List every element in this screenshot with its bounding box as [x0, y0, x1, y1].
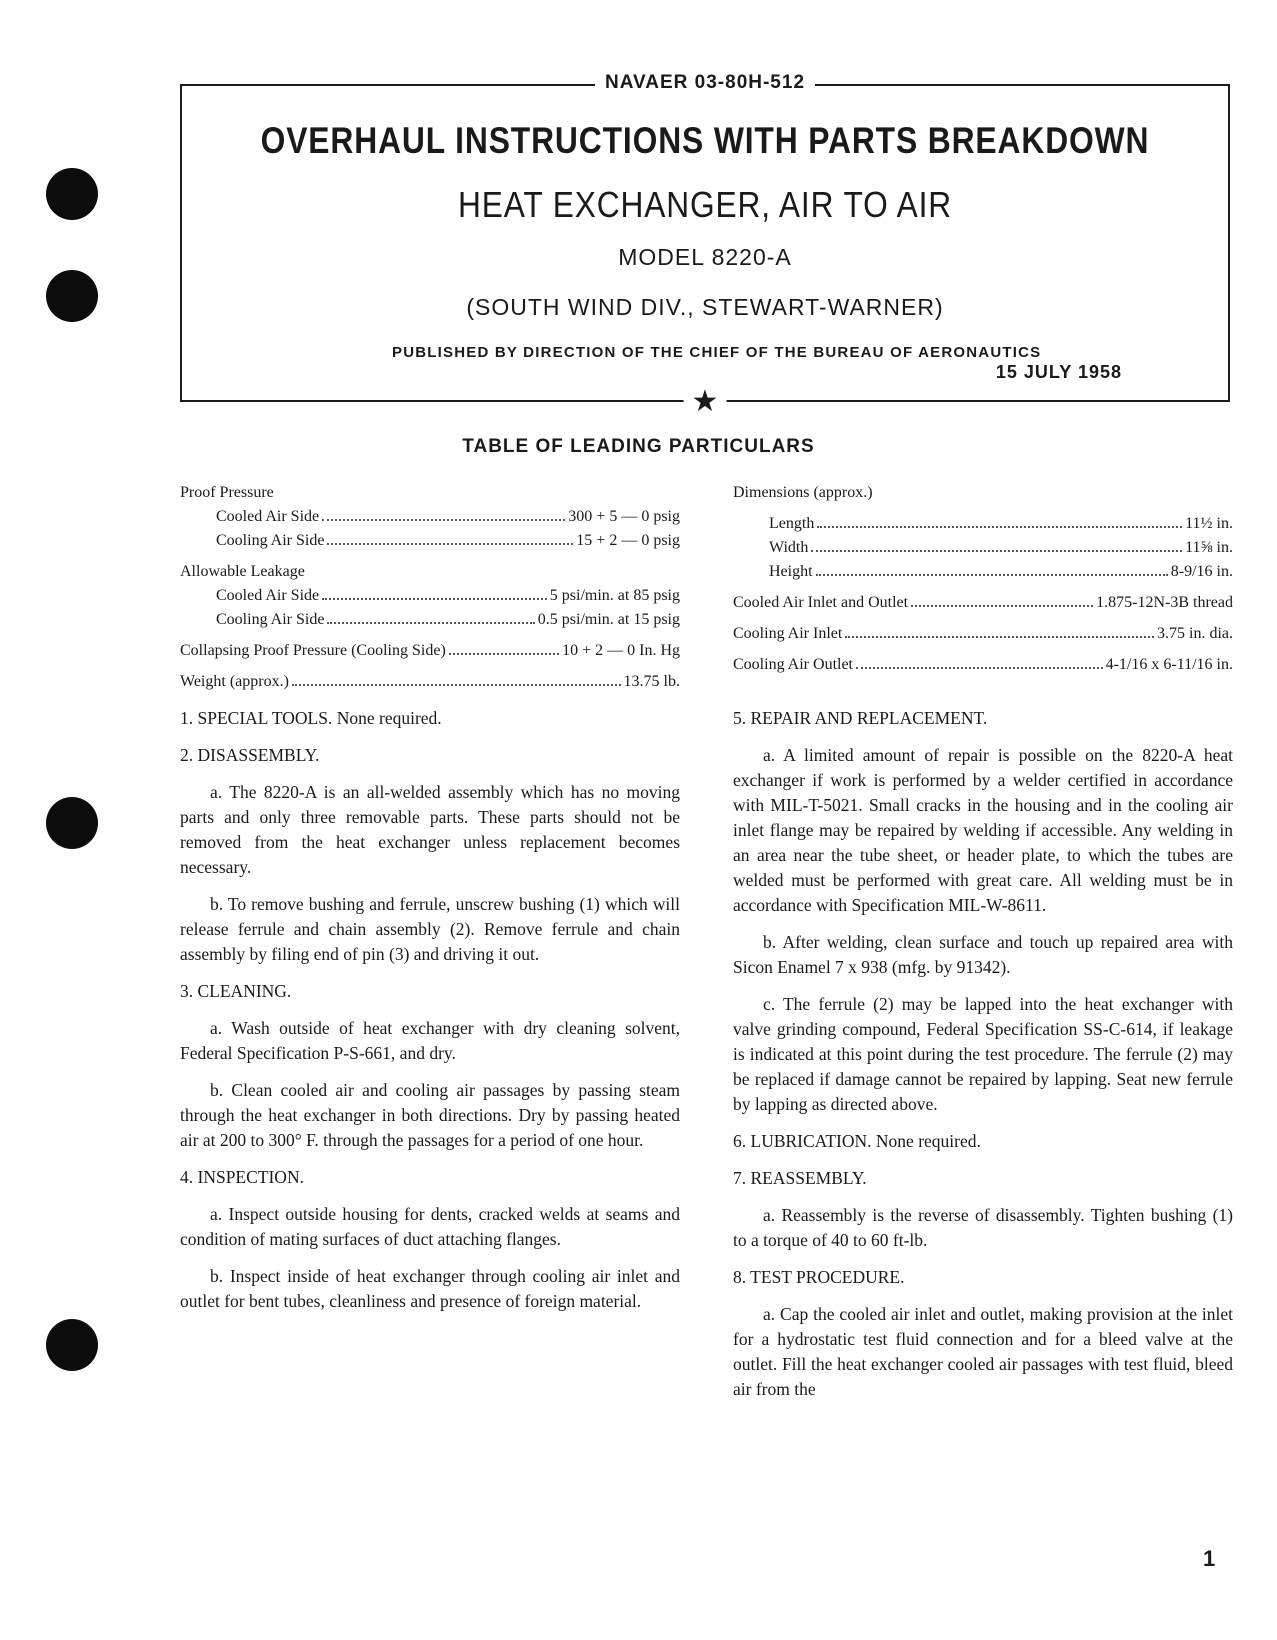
particular-label: Cooled Air Side	[216, 508, 320, 525]
particular-label: Collapsing Proof Pressure (Cooling Side)	[180, 642, 446, 659]
main-title: OVERHAUL INSTRUCTIONS WITH PARTS BREAKDOWN	[260, 120, 1150, 161]
particular-row	[180, 642, 680, 666]
model-line: MODEL 8220-A	[618, 244, 792, 270]
leader-dots	[816, 574, 1168, 576]
paragraph: b. Inspect inside of heat exchanger through cooling air inlet and outlet for bent tubes, cleanliness and presence of foreign material.	[180, 1266, 680, 1311]
leader-dots	[449, 653, 559, 655]
particular-row	[180, 508, 680, 532]
binder-hole	[46, 168, 98, 220]
particular-row	[733, 563, 1233, 587]
section-heading: 7. REASSEMBLY.	[733, 1168, 867, 1188]
leader-dots	[811, 550, 1182, 552]
leader-dots	[327, 543, 573, 545]
particulars-left	[180, 484, 680, 697]
section-heading: 4. INSPECTION.	[180, 1167, 304, 1187]
particular-label: Cooling Air Inlet	[733, 625, 843, 642]
particular-label: Width	[769, 539, 809, 556]
page-number: 1	[1203, 1546, 1216, 1571]
publication-date: 15 JULY 1958	[995, 362, 1122, 382]
particular-value: 4-1/16 x 6-11/16 in.	[1105, 656, 1233, 673]
particular-value: 3.75 in. dia.	[1157, 625, 1233, 642]
particular-value: 11½ in.	[1185, 515, 1233, 532]
paragraph: c. The ferrule (2) may be lapped into the heat exchanger with valve grinding compound, Federal Specification SS-C-614, if leakage is indicated at this point during the test procedure. The ferrule (2) may be replaced if damage cannot be repaired by lapping. Seat new ferrule by lapping as directed above.	[733, 994, 1233, 1114]
paragraph: b. After welding, clean surface and touch up repaired area with Sicon Enamel 7 x 938 (mfg. by 91342).	[733, 932, 1233, 977]
title-box	[180, 72, 1230, 419]
particular-value: 15 + 2 — 0 psig	[576, 532, 680, 549]
particular-value: 5 psi/min. at 85 psig	[549, 587, 680, 604]
particular-row	[180, 673, 680, 697]
particular-label: Cooling Air Side	[216, 532, 325, 549]
paragraph: a. Cap the cooled air inlet and outlet, making provision at the inlet for a hydrostatic test fluid connection and for a bleed valve at the outlet. Fill the heat exchanger cooled air passages with test fluid, bleed air from the	[733, 1304, 1233, 1399]
section-heading: 1. SPECIAL TOOLS. None required.	[180, 708, 442, 728]
particular-value: 300 + 5 — 0 psig	[568, 508, 680, 525]
binder-hole	[46, 1319, 98, 1371]
particular-value: 13.75 lb.	[623, 673, 680, 690]
particular-value: 11⅝ in.	[1185, 539, 1233, 556]
particular-label: Allowable Leakage	[180, 563, 305, 580]
paragraph: b. Clean cooled air and cooling air passages by passing steam through the heat exchanger in both directions. Dry by passing heated air at 200 to 300° F. through the passages for a period of one hour.	[180, 1080, 680, 1150]
particular-label: Weight (approx.)	[180, 673, 289, 690]
section-heading: 2. DISASSEMBLY.	[180, 745, 320, 765]
section-heading: 3. CLEANING.	[180, 981, 292, 1001]
particular-label: Height	[769, 563, 813, 580]
publication-authority: PUBLISHED BY DIRECTION OF THE CHIEF OF THE BUREAU OF AERONAUTICS	[392, 344, 1042, 361]
leader-dots	[322, 598, 547, 600]
paragraph: a. The 8220-A is an all-welded assembly which has no moving parts and only three removable parts. These parts should not be removed from the heat exchanger unless replacement becomes necessary.	[180, 782, 680, 877]
section-heading: 6. LUBRICATION. None required.	[733, 1131, 981, 1151]
particular-label: Cooled Air Inlet and Outlet	[733, 594, 909, 611]
paragraph: a. A limited amount of repair is possible on the 8220-A heat exchanger if work is performed by a welder certified in accordance with MIL-T-5021. Small cracks in the housing and in the cooling air inlet flange may be repaired by welding if accessible. Any welding in an area near the tube sheet, or header plate, to which the tubes are welded must be performed with great care. All welding must be in accordance with Specification MIL-W-8611.	[733, 745, 1233, 915]
particular-value: 0.5 psi/min. at 15 psig	[537, 611, 680, 628]
particular-row	[733, 484, 1233, 508]
particular-row	[180, 563, 680, 587]
document-number: NAVAER 03-80H-512	[595, 72, 815, 94]
particular-value: 10 + 2 — 0 In. Hg	[562, 642, 680, 659]
leader-dots	[817, 526, 1182, 528]
particular-row	[180, 611, 680, 635]
particular-label: Dimensions (approx.)	[733, 484, 873, 501]
particulars-right	[733, 484, 1233, 680]
particular-value: 8-9/16 in.	[1170, 563, 1233, 580]
leader-dots	[911, 605, 1093, 607]
paragraph: b. To remove bushing and ferrule, unscrew bushing (1) which will release ferrule and chain assembly (2). Remove ferrule and chain assembly by filing end of pin (3) and driving it out.	[180, 894, 680, 964]
table-heading: TABLE OF LEADING PARTICULARS	[462, 436, 815, 457]
particular-label: Cooled Air Side	[216, 587, 320, 604]
sub-title: HEAT EXCHANGER, AIR TO AIR	[457, 184, 953, 225]
particular-row	[180, 587, 680, 611]
binder-hole	[46, 797, 98, 849]
leader-dots	[856, 667, 1103, 669]
leader-dots	[292, 684, 621, 686]
particular-value: 1.875-12N-3B thread	[1096, 594, 1233, 611]
paragraph: a. Wash outside of heat exchanger with dry cleaning solvent, Federal Specification P-S-661, and dry.	[180, 1018, 680, 1063]
body-column-left	[180, 706, 680, 1326]
leader-dots	[322, 519, 565, 521]
particular-label: Length	[769, 515, 815, 532]
particular-row	[180, 532, 680, 556]
binder-hole	[46, 270, 98, 322]
particular-label: Proof Pressure	[180, 484, 274, 501]
particular-row	[733, 539, 1233, 563]
section-heading: 8. TEST PROCEDURE.	[733, 1267, 905, 1287]
paragraph: a. Reassembly is the reverse of disassembly. Tighten bushing (1) to a torque of 40 to 60 ft-lb.	[733, 1205, 1233, 1250]
particular-label: Cooling Air Side	[216, 611, 325, 628]
particular-row	[733, 656, 1233, 680]
leader-dots	[327, 622, 534, 624]
star-icon: ★	[684, 386, 727, 418]
manufacturer-line: (SOUTH WIND DIV., STEWART-WARNER)	[466, 294, 944, 320]
particular-row	[733, 515, 1233, 539]
particular-label: Cooling Air Outlet	[733, 656, 853, 673]
particular-row	[733, 625, 1233, 649]
body-column-right	[733, 706, 1233, 1414]
paragraph: a. Inspect outside housing for dents, cracked welds at seams and condition of mating surfaces of duct attaching flanges.	[180, 1204, 680, 1249]
leader-dots	[845, 636, 1154, 638]
particular-row	[180, 484, 680, 508]
particular-row	[733, 594, 1233, 618]
section-heading: 5. REPAIR AND REPLACEMENT.	[733, 708, 988, 728]
